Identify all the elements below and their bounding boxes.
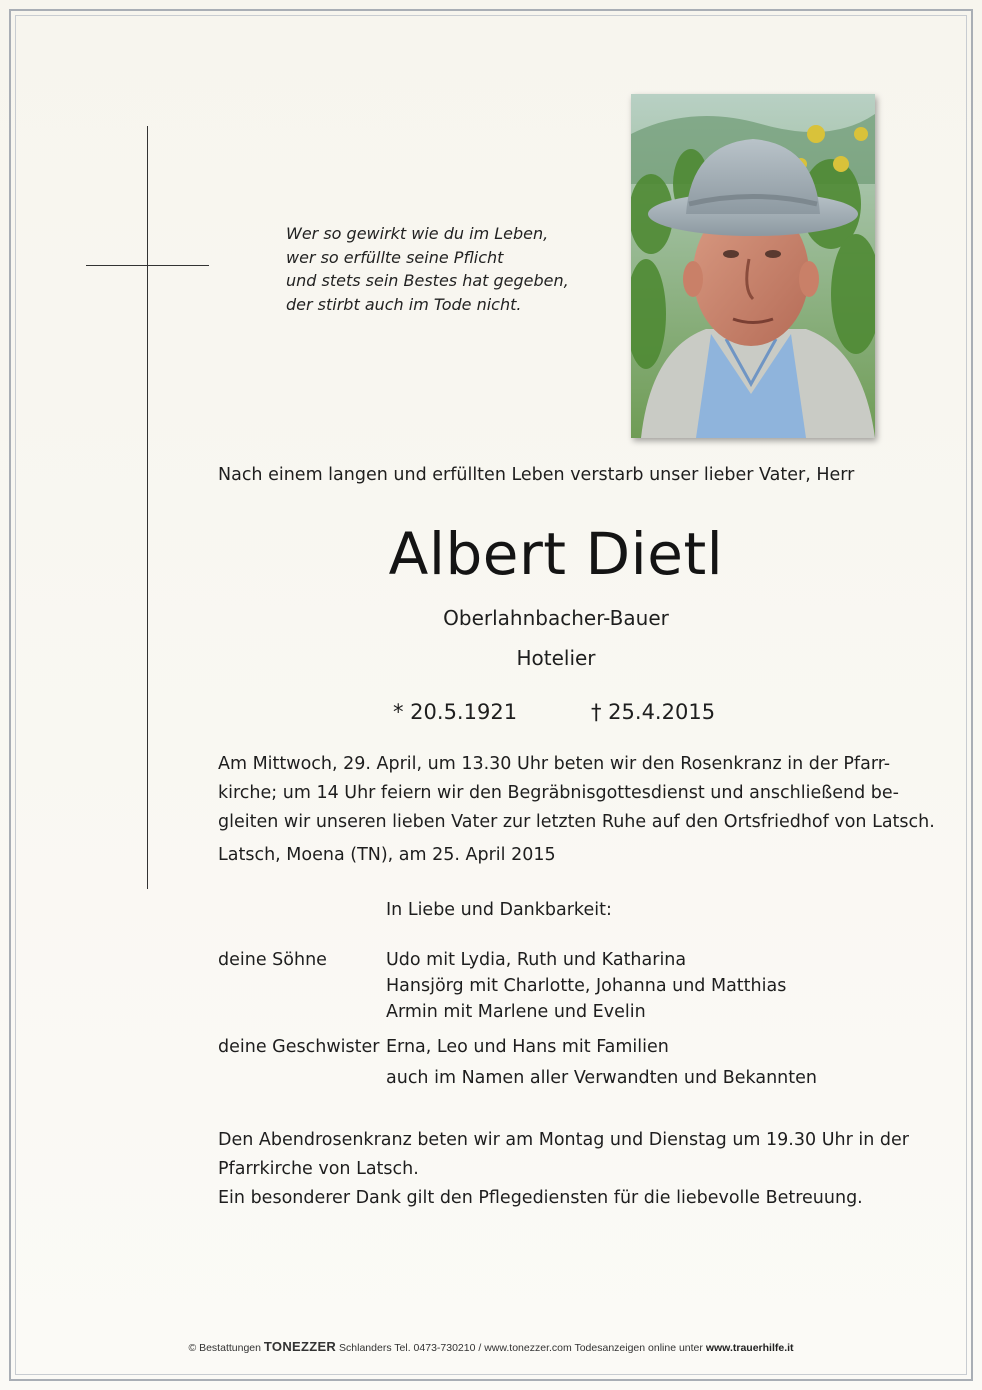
- portrait-illustration: [631, 94, 875, 438]
- closing-line: Den Abendrosenkranz beten wir am Montag und Dienstag um 19.30 Uhr in der: [218, 1130, 909, 1150]
- cross-icon-vertical: [147, 126, 148, 889]
- siblings-entry: Erna, Leo und Hans mit Familien: [386, 1037, 669, 1057]
- poem-line: der stirbt auch im Tode nicht.: [286, 294, 522, 314]
- son-entry: Armin mit Marlene und Evelin: [386, 1002, 646, 1022]
- poem-line: und stets sein Bestes hat gegeben,: [286, 271, 569, 290]
- son-entry: Udo mit Lydia, Ruth und Katharina: [386, 950, 687, 970]
- intro-text: Nach einem langen und erfüllten Leben verstarb unser lieber Vater, Herr: [218, 465, 855, 485]
- sons-label: deine Söhne: [218, 950, 327, 970]
- closing-line: Pfarrkirche von Latsch.: [218, 1159, 419, 1179]
- poem-line: Wer so gewirkt wie du im Leben,: [286, 224, 549, 243]
- footer: [0, 1339, 982, 1354]
- birth-date: * 20.5.1921: [393, 700, 518, 724]
- portrait-photo: [631, 94, 875, 438]
- cross-icon-horizontal: [86, 265, 209, 266]
- thanks-heading: In Liebe und Dankbarkeit:: [386, 900, 612, 920]
- service-line: Am Mittwoch, 29. April, um 13.30 Uhr beten wir den Rosenkranz in der Pfarr-: [218, 754, 891, 774]
- closing-line: Ein besonderer Dank gilt den Pflegediensten für die liebevolle Betreuung.: [218, 1188, 863, 1208]
- footer-brand: TONEZZER: [263, 1339, 337, 1354]
- deceased-name: Albert Dietl: [388, 520, 724, 588]
- death-date: † 25.4.2015: [591, 700, 716, 724]
- service-line: kirche; um 14 Uhr feiern wir den Begräbnisgottesdienst und anschließend be-: [218, 783, 899, 803]
- closing-notice: [218, 1126, 909, 1213]
- siblings-label: deine Geschwister: [218, 1037, 380, 1057]
- subtitle-profession: Hotelier: [516, 646, 596, 670]
- service-announcement: [218, 750, 935, 837]
- footer-contact: Schlanders Tel. 0473-730210 / www.tonezzer.com Todesanzeigen online unter: [339, 1342, 703, 1354]
- footer-prefix: © Bestattungen: [188, 1342, 261, 1354]
- subtitle-farm: Oberlahnbacher-Bauer: [443, 606, 669, 630]
- others-entry: auch im Namen aller Verwandten und Bekannten: [386, 1068, 817, 1088]
- poem-line: wer so erfüllte seine Pflicht: [286, 247, 504, 267]
- place-and-date: Latsch, Moena (TN), am 25. April 2015: [218, 845, 556, 865]
- service-line: gleiten wir unseren lieben Vater zur letzten Ruhe auf den Ortsfriedhof von Latsch.: [218, 812, 935, 832]
- son-entry: Hansjörg mit Charlotte, Johanna und Matthias: [386, 976, 787, 996]
- memorial-poem: [286, 222, 606, 316]
- footer-url-link[interactable]: www.trauerhilfe.it: [705, 1342, 794, 1354]
